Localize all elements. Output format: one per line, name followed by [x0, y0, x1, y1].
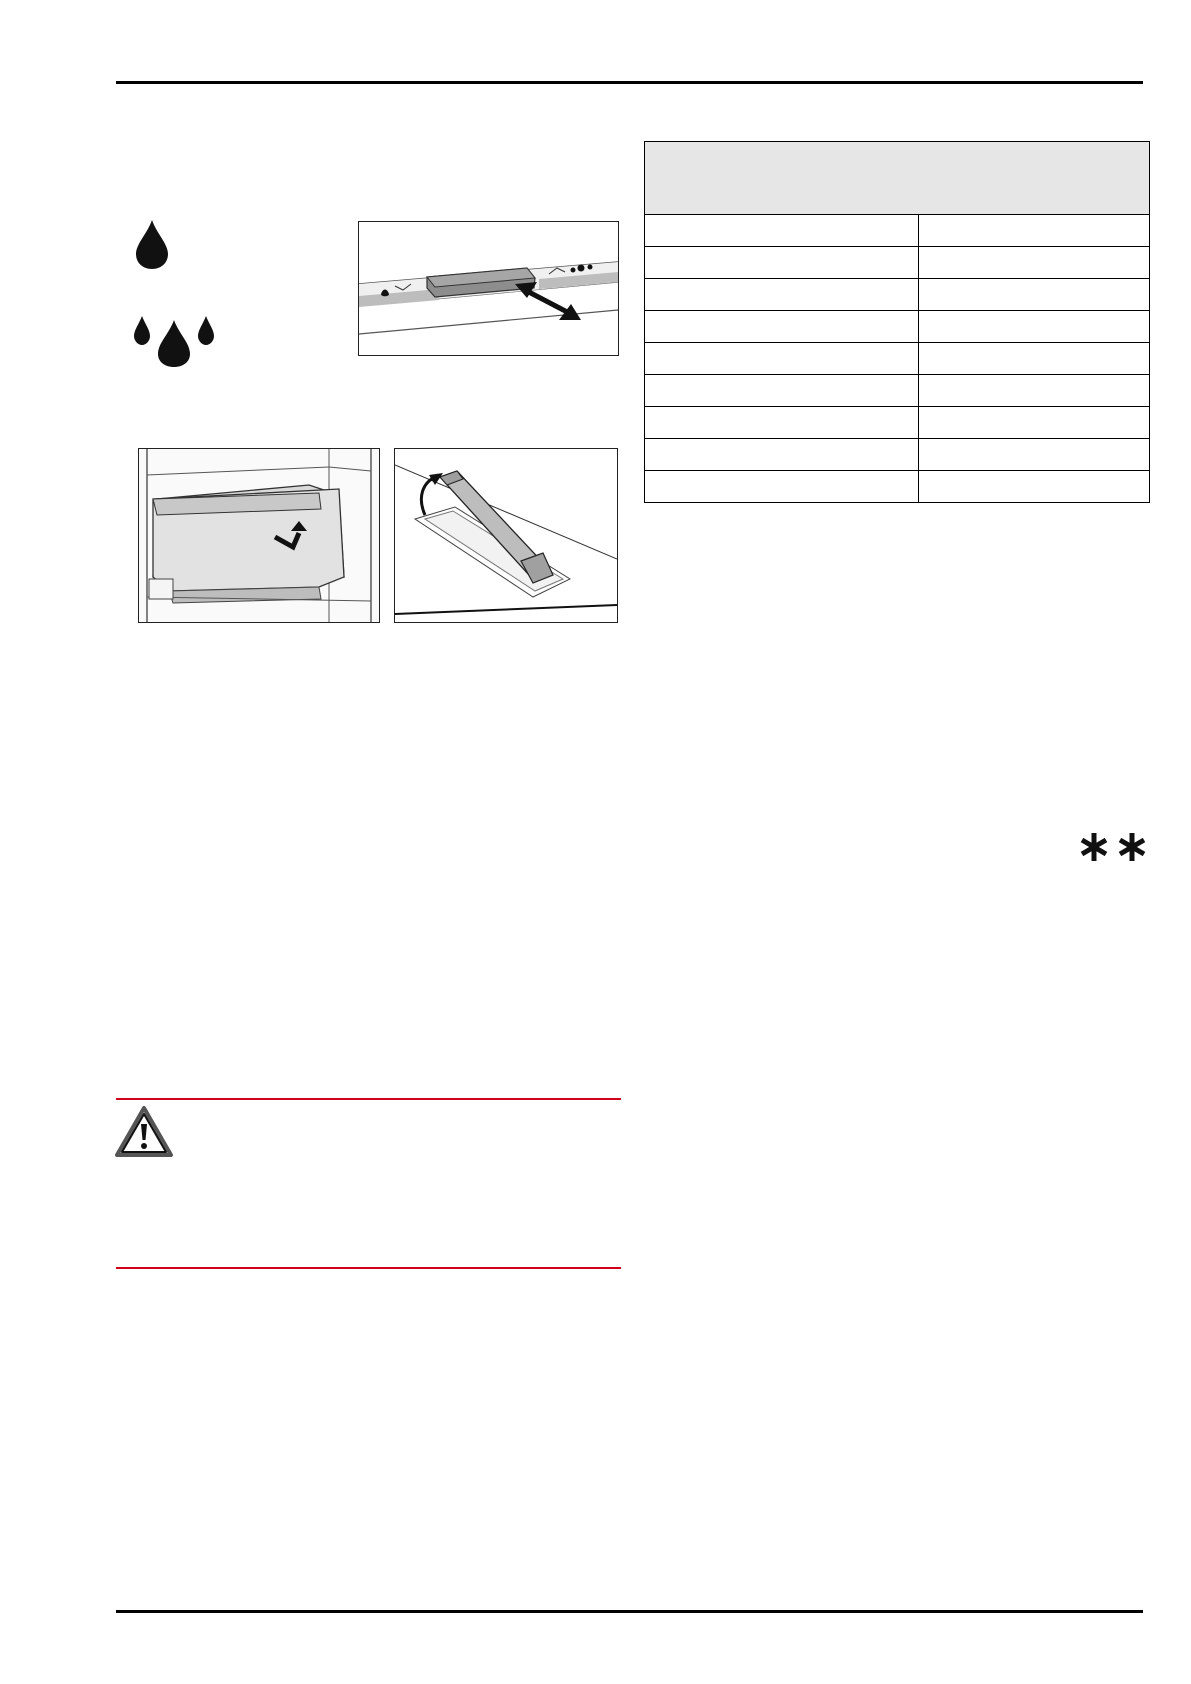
table-cell [645, 279, 919, 311]
table-cell [919, 375, 1150, 407]
drawer-removal-figure [138, 448, 380, 623]
table-row [645, 439, 1150, 471]
table-row [645, 471, 1150, 503]
data-table [644, 141, 1150, 503]
table-cell [919, 439, 1150, 471]
warning-triangle-icon [114, 1105, 174, 1159]
table-cell [645, 311, 919, 343]
header-rule [116, 81, 1143, 84]
table-cell [645, 471, 919, 503]
table-cell [919, 215, 1150, 247]
footer-rule [116, 1610, 1143, 1613]
table-cell [919, 343, 1150, 375]
table-cell [645, 407, 919, 439]
table-row [645, 279, 1150, 311]
warning-rule-bottom [116, 1267, 621, 1269]
table-cell [645, 343, 919, 375]
table-row [645, 343, 1150, 375]
table-header-cell [645, 142, 1150, 215]
water-drops-icon [133, 312, 215, 368]
table-cell [645, 215, 919, 247]
warning-rule-top [116, 1098, 621, 1100]
water-drop-icon [133, 218, 171, 270]
table-row [645, 247, 1150, 279]
table-cell [645, 247, 919, 279]
table-cell [645, 439, 919, 471]
filter-cover-figure [394, 448, 618, 623]
freezer-stars-icon [1077, 830, 1149, 864]
table-row [645, 375, 1150, 407]
table-cell [919, 247, 1150, 279]
table-cell [919, 311, 1150, 343]
table-cell [919, 279, 1150, 311]
table-row [645, 407, 1150, 439]
table-cell [645, 375, 919, 407]
table-row [645, 311, 1150, 343]
table-header-row [645, 142, 1150, 215]
humidity-slider-figure [358, 221, 619, 356]
table-row [645, 215, 1150, 247]
table-cell [919, 471, 1150, 503]
table-cell [919, 407, 1150, 439]
